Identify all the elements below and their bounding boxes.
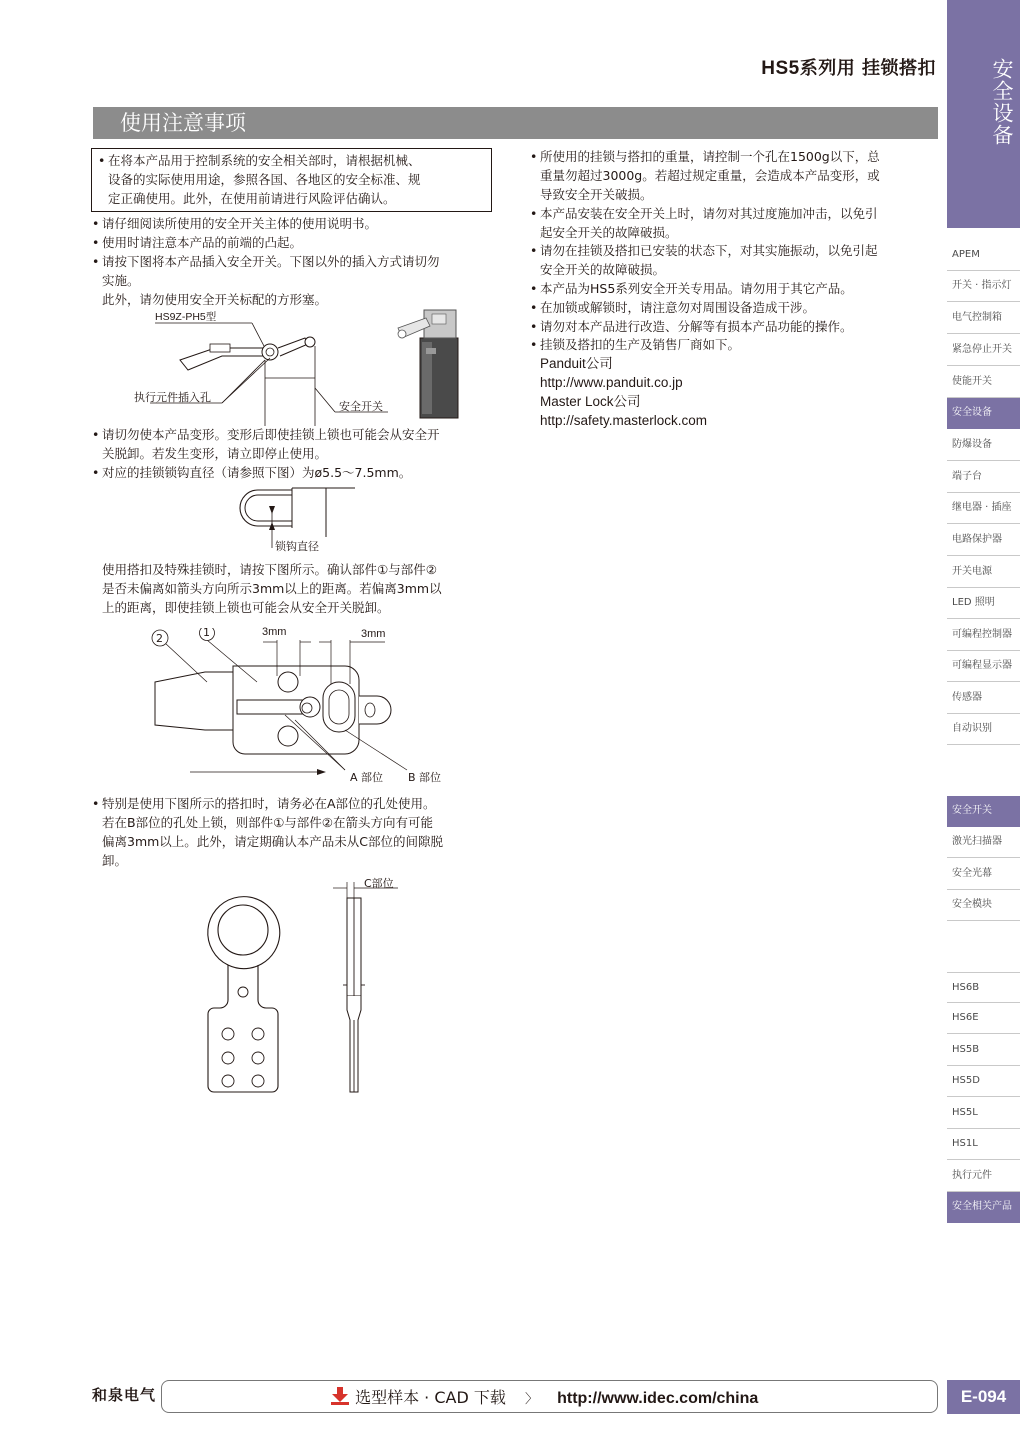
sidebar-item-apem[interactable]: APEM xyxy=(947,240,1020,271)
header-model: HS5 xyxy=(761,58,800,79)
sidebar-sub-light-curtain[interactable]: 安全光幕 xyxy=(947,859,1020,890)
footer-download-link[interactable] xyxy=(330,1385,758,1410)
warning-line-3: 定正确使用。此外，在使用前请进行风险评估确认。 xyxy=(108,191,396,206)
fig3-dim-1: 3mm xyxy=(262,626,287,638)
fig3-part-1-number: 1 xyxy=(203,626,210,639)
left-para-line-3: 上的距离，即使挂锁上锁也可能会从安全开关脱卸。 xyxy=(102,600,390,615)
fig1-model-label: HS9Z-PH5型 xyxy=(155,311,217,323)
fig4-c-part-label: C部位 xyxy=(364,877,394,890)
right-bullet-3-line-2: 安全开关的故障破损。 xyxy=(540,262,666,277)
page-header-title xyxy=(761,54,936,80)
sidebar-category-title: 安全设备 xyxy=(990,58,1014,146)
left-bullet-4-line-2: 关脱卸。若发生变形，请立即停止使用。 xyxy=(102,446,328,461)
left-para-line-1: 使用搭扣及特殊挂锁时，请按下图所示。确认部件①与部件② xyxy=(102,562,437,577)
fig1-switch-label: 安全开关 xyxy=(339,400,383,413)
footer-url[interactable]: http://www.idec.com/china xyxy=(557,1390,759,1407)
fig3-part-2-number: 2 xyxy=(156,632,163,645)
sidebar-item-switches-indicators[interactable]: 开关 · 指示灯 xyxy=(947,271,1020,302)
sidebar-model-hs5b[interactable]: HS5B xyxy=(947,1035,1020,1066)
right-bullet-1-line-3: 导致安全开关破损。 xyxy=(540,187,653,202)
sidebar-model-hs5l[interactable]: HS5L xyxy=(947,1098,1020,1129)
left-bullet-6-line-2: 若在B部位的孔处上锁，则部件①与部件②在箭头方向有可能 xyxy=(102,815,433,830)
left-bullet-3-line-2: 实施。 xyxy=(102,273,140,288)
right-bullet-1-line-2: 重量勿超过3000g。若超过规定重量，会造成本产品变形，或 xyxy=(540,168,880,183)
right-bullet-6: • 请勿对本产品进行改造、分解等有损本产品功能的操作。 xyxy=(540,317,853,336)
sidebar-item-terminal-block[interactable]: 端子台 xyxy=(947,462,1020,493)
sidebar-item-control-box[interactable]: 电气控制箱 xyxy=(947,303,1020,334)
sidebar-sub-safety-switch[interactable]: 安全开关 xyxy=(947,796,1020,827)
vendor-masterlock-link[interactable]: http://safety.masterlock.com xyxy=(540,413,708,428)
sidebar-model-hs6b[interactable]: HS6B xyxy=(947,972,1020,1003)
sidebar-model-hs6e[interactable]: HS6E xyxy=(947,1003,1020,1034)
vendor-panduit-name: Panduit公司 xyxy=(540,356,613,371)
sidebar-model-safety-related[interactable]: 安全相关产品 xyxy=(947,1192,1020,1223)
warning-line-2: 设备的实际使用用途，参照各国、各地区的安全标准、规 xyxy=(108,172,421,187)
sidebar-item-power-supply[interactable]: 开关电源 xyxy=(947,557,1020,588)
fig2-shackle-diameter-label: 锁钩直径 xyxy=(275,540,319,553)
sidebar-model-hs1l[interactable]: HS1L xyxy=(947,1129,1020,1160)
section-title: 使用注意事项 xyxy=(120,111,246,135)
download-icon xyxy=(330,1386,350,1410)
sidebar-sub-safety-module[interactable]: 安全模块 xyxy=(947,890,1020,921)
page-number: E-094 xyxy=(947,1380,1020,1414)
sidebar-item-relays-sockets[interactable]: 继电器 · 插座 xyxy=(947,493,1020,524)
sidebar-model-hs5d[interactable]: HS5D xyxy=(947,1066,1020,1097)
sidebar-item-hmi[interactable]: 可编程显示器 xyxy=(947,651,1020,682)
figure-insertion-diagram xyxy=(130,308,510,430)
left-bullet-3-line-1: • 请按下图将本产品插入安全开关。下图以外的插入方式请切勿 xyxy=(102,252,440,271)
fig1-actuator-hole-label: 执行元件插入孔 xyxy=(134,391,211,404)
download-label: 选型样本 · CAD 下载 xyxy=(355,1388,506,1407)
fig3-b-part-label: B 部位 xyxy=(408,771,442,784)
left-para-line-2: 是否未偏离如箭头方向所示3mm以上的距离。若偏离3mm以 xyxy=(102,581,442,596)
sidebar-item-plc[interactable]: 可编程控制器 xyxy=(947,620,1020,651)
left-bullet-2: • 使用时请注意本产品的前端的凸起。 xyxy=(102,233,302,252)
sidebar-item-safety-equipment[interactable]: 安全设备 xyxy=(947,398,1020,429)
sidebar-sub-laser-scanner[interactable]: 激光扫描器 xyxy=(947,827,1020,858)
left-bullet-3-note: 此外，请勿使用安全开关标配的方形塞。 xyxy=(102,292,328,307)
right-bullet-7: • 挂锁及搭扣的生产及销售厂商如下。 xyxy=(540,335,740,354)
right-bullet-3-line-1: • 请勿在挂锁及搭扣已安装的状态下，对其实施振动，以免引起 xyxy=(540,241,878,260)
fig3-dim-2: 3mm xyxy=(361,628,386,640)
warning-line-1: • 在将本产品用于控制系统的安全相关部时，请根据机械、 xyxy=(108,151,421,170)
sidebar-model-actuator[interactable]: 执行元件 xyxy=(947,1161,1020,1192)
fig3-part-2 xyxy=(155,672,240,730)
right-bullet-4: • 本产品为HS5系列安全开关专用品。请勿用于其它产品。 xyxy=(540,279,853,298)
left-bullet-6-line-3: 偏离3mm以上。此外，请定期确认本产品未从C部位的间隙脱 xyxy=(102,834,444,849)
left-bullet-6-line-4: 卸。 xyxy=(102,853,128,868)
right-bullet-5: • 在加锁或解锁时，请注意勿对周围设备造成干涉。 xyxy=(540,298,815,317)
vendor-masterlock-name: Master Lock公司 xyxy=(540,394,641,409)
right-bullet-1-line-1: • 所使用的挂锁与搭扣的重量，请控制一个孔在1500g以下，总 xyxy=(540,147,880,166)
right-bullet-2-line-1: • 本产品安装在安全开关上时，请勿对其过度施加冲击，以免引 xyxy=(540,204,878,223)
sidebar-item-emergency-stop[interactable]: 紧急停止开关 xyxy=(947,335,1020,366)
sidebar-item-circuit-protector[interactable]: 电路保护器 xyxy=(947,525,1020,556)
sidebar-item-led-lighting[interactable]: LED 照明 xyxy=(947,588,1020,619)
header-title-rest: 系列用 挂锁搭扣 xyxy=(799,58,936,79)
sidebar-item-enabling-switch[interactable]: 使能开关 xyxy=(947,367,1020,398)
left-bullet-5: • 对应的挂锁锁钩直径（请参照下图）为ø5.5～7.5mm。 xyxy=(102,463,411,482)
figure-hasp-c-part-diagram xyxy=(188,880,408,1100)
vendor-panduit-link[interactable]: http://www.panduit.co.jp xyxy=(540,375,683,390)
footer-logo: 和泉电气 xyxy=(92,1386,157,1404)
right-bullet-2-line-2: 起安全开关的故障破损。 xyxy=(540,225,678,240)
sidebar-item-auto-id[interactable]: 自动识别 xyxy=(947,714,1020,745)
fig3-a-part-label: A 部位 xyxy=(350,771,384,784)
footer-arrow: 〉 xyxy=(524,1392,538,1407)
left-bullet-6-line-1: • 特别是使用下图所示的搭扣时，请务必在A部位的孔处使用。 xyxy=(102,794,436,813)
left-bullet-1: • 请仔细阅读所使用的安全开关主体的使用说明书。 xyxy=(102,214,377,233)
left-bullet-4-line-1: • 请切勿使本产品变形。变形后即使挂锁上锁也可能会从安全开 xyxy=(102,425,440,444)
sidebar-item-explosion-proof[interactable]: 防爆设备 xyxy=(947,430,1020,461)
sidebar-item-sensors[interactable]: 传感器 xyxy=(947,683,1020,714)
